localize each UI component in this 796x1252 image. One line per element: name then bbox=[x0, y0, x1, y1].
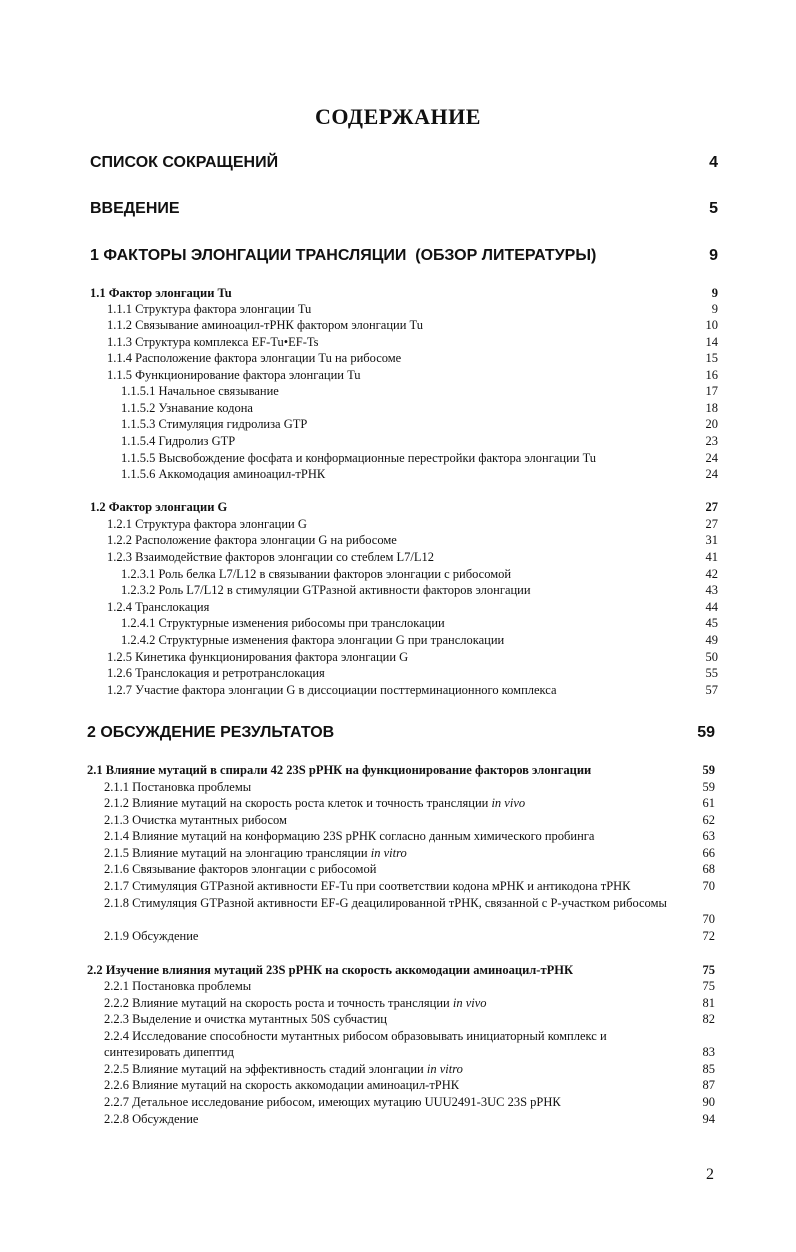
toc-label: 1.1.5.4 Гидролиз GTP bbox=[121, 434, 236, 448]
toc-label: 2.1.6 Связывание факторов элонгации с рибосомой bbox=[104, 862, 377, 876]
toc-entry bbox=[104, 796, 715, 811]
toc-label-italic: in vitro bbox=[370, 846, 407, 860]
toc-label: 2 ОБСУЖДЕНИЕ РЕЗУЛЬТАТОВ bbox=[87, 724, 335, 741]
toc-page-number: 75 bbox=[702, 979, 715, 993]
toc-entry bbox=[121, 567, 718, 582]
toc-chapter-1 bbox=[90, 247, 718, 265]
toc-entry bbox=[104, 929, 715, 944]
toc-label: 1.2.6 Транслокация и ретротранслокация bbox=[107, 666, 325, 680]
toc-entry bbox=[104, 1045, 715, 1060]
toc-page-number: 70 bbox=[702, 879, 715, 893]
toc-page-number: 45 bbox=[705, 616, 718, 630]
toc-entry bbox=[121, 467, 718, 482]
toc-page-number: 9 bbox=[711, 302, 718, 316]
toc-page-number: 72 bbox=[702, 929, 715, 943]
toc-entry bbox=[104, 862, 715, 877]
toc-entry bbox=[107, 335, 718, 350]
toc-page-number: 59 bbox=[697, 724, 715, 741]
toc-label: ВВЕДЕНИЕ bbox=[90, 200, 180, 217]
toc-page-number: 42 bbox=[705, 567, 718, 581]
toc-page-number: 75 bbox=[702, 963, 715, 977]
page-title: СОДЕРЖАНИЕ bbox=[315, 104, 481, 129]
toc-page-number: 61 bbox=[702, 796, 715, 810]
toc-page-number: 14 bbox=[705, 335, 718, 349]
toc-section-2-1 bbox=[87, 763, 715, 778]
toc-label: 1.2 Фактор элонгации G bbox=[90, 500, 228, 514]
toc-entry bbox=[107, 533, 718, 548]
toc-entry bbox=[107, 302, 718, 317]
toc-page-number: 63 bbox=[702, 829, 715, 843]
toc-page-number: 57 bbox=[705, 683, 718, 697]
toc-entry bbox=[121, 384, 718, 399]
toc-label: 1.1.2 Связывание аминоацил-тРНК фактором элонгации Tu bbox=[107, 318, 423, 332]
toc-entry bbox=[104, 1062, 715, 1077]
toc-section-1-1 bbox=[90, 286, 718, 301]
toc-entry bbox=[107, 650, 718, 665]
toc-page-number: 59 bbox=[702, 780, 715, 794]
toc-entry bbox=[107, 550, 718, 565]
toc-label-wrap bbox=[104, 846, 685, 861]
toc-entry bbox=[121, 401, 718, 416]
toc-page-number: 31 bbox=[705, 533, 718, 547]
toc-label: 1.2.1 Структура фактора элонгации G bbox=[107, 517, 307, 531]
toc-label: 1.1.3 Структура комплекса EF-Tu•EF-Ts bbox=[107, 335, 319, 349]
toc-page-number: 66 bbox=[702, 846, 715, 860]
toc-label: 2.1.5 Влияние мутаций на элонгацию трансляции bbox=[104, 846, 368, 860]
toc-entry bbox=[104, 1095, 715, 1110]
toc-label: 2.2 Изучение влияния мутаций 23S рРНК на скорость аккомодации аминоацил-тРНК bbox=[87, 963, 574, 977]
page-number: 2 bbox=[706, 1166, 714, 1183]
toc-label: 1.1.5 Функционирование фактора элонгации Tu bbox=[107, 368, 361, 382]
toc-entry bbox=[104, 879, 715, 894]
toc-label: 2.2.1 Постановка проблемы bbox=[104, 979, 252, 993]
toc-label: 1.1.5.2 Узнавание кодона bbox=[121, 401, 253, 415]
toc-chapter-introduction bbox=[90, 200, 718, 218]
toc-label: 1.2.3.2 Роль L7/L12 в стимуляции GTPазной активности факторов элонгации bbox=[121, 583, 531, 597]
toc-page-number: 41 bbox=[705, 550, 718, 564]
toc-entry bbox=[107, 351, 718, 366]
toc-page-number: 87 bbox=[702, 1078, 715, 1092]
toc-entry bbox=[107, 517, 718, 532]
toc-entry bbox=[104, 1012, 715, 1027]
toc-label: 2.1.7 Стимуляция GTPазной активности EF-Tu при соответствии кодона мРНК и антикодона тРНК bbox=[104, 879, 631, 893]
toc-label: 2.2.6 Влияние мутаций на скорость аккомодации аминоацил-тРНК bbox=[104, 1078, 460, 1092]
toc-entry bbox=[121, 583, 718, 598]
toc-label: 1.1.5.6 Аккомодация аминоацил-тРНК bbox=[121, 467, 326, 481]
toc-chapter-abbreviations bbox=[90, 154, 718, 172]
toc-page-number: 70 bbox=[702, 912, 715, 926]
toc-entry bbox=[121, 434, 718, 449]
toc-page-number: 43 bbox=[705, 583, 718, 597]
toc-label: 1.1 Фактор элонгации Tu bbox=[90, 286, 232, 300]
toc-page-number: 94 bbox=[702, 1112, 715, 1126]
toc-label: 2.1.3 Очистка мутантных рибосом bbox=[104, 813, 287, 827]
toc-label: 1.1.5.3 Стимуляция гидролиза GTP bbox=[121, 417, 308, 431]
toc-label: 2.2.7 Детальное исследование рибосом, имеющих мутацию UUU2491-3UC 23S рРНК bbox=[104, 1095, 561, 1109]
toc-entry bbox=[107, 683, 718, 698]
toc-label-italic: in vivo bbox=[452, 996, 487, 1010]
toc-page-number: 27 bbox=[705, 517, 718, 531]
toc-entry bbox=[104, 996, 715, 1011]
toc-label: 2.1.9 Обсуждение bbox=[104, 929, 199, 943]
toc-page-number: 23 bbox=[705, 434, 718, 448]
toc-label-italic: in vivo bbox=[491, 796, 526, 810]
toc-entry bbox=[121, 451, 718, 466]
toc-entry bbox=[107, 318, 718, 333]
toc-entry bbox=[107, 600, 718, 615]
toc-entry bbox=[121, 616, 718, 631]
toc-label-wrap bbox=[104, 1062, 685, 1077]
toc-page-number: 5 bbox=[709, 200, 718, 217]
toc-label-wrap bbox=[104, 996, 685, 1011]
toc-label-italic: in vitro bbox=[426, 1062, 463, 1076]
toc-entry bbox=[104, 829, 715, 844]
toc-label: 1 ФАКТОРЫ ЭЛОНГАЦИИ ТРАНСЛЯЦИИ (ОБЗОР ЛИТЕРАТУРЫ) bbox=[90, 247, 597, 264]
toc-label: 2.1 Влияние мутаций в спирали 42 23S рРНК на функционирование факторов элонгации bbox=[87, 763, 592, 777]
toc-page-number: 68 bbox=[702, 862, 715, 876]
toc-label: 1.2.5 Кинетика функционирования фактора элонгации G bbox=[107, 650, 409, 664]
toc-page-number: 81 bbox=[702, 996, 715, 1010]
toc-page-number: 15 bbox=[705, 351, 718, 365]
toc-chapter-2 bbox=[87, 724, 715, 742]
toc-entry bbox=[104, 1112, 715, 1127]
toc-page-number: 85 bbox=[702, 1062, 715, 1076]
toc-page-number: 24 bbox=[705, 467, 718, 481]
toc-entry bbox=[104, 1078, 715, 1093]
toc-page-number: 9 bbox=[711, 286, 718, 300]
toc-label: 2.2.3 Выделение и очистка мутантных 50S субчастиц bbox=[104, 1012, 387, 1026]
toc-section-1-2 bbox=[90, 500, 718, 515]
toc-entry bbox=[104, 780, 715, 795]
toc-page-number: 4 bbox=[709, 154, 718, 171]
toc-entry bbox=[107, 368, 718, 383]
toc-label: 2.1.2 Влияние мутаций на скорость роста клеток и точность трансляции bbox=[104, 796, 489, 810]
toc-entry bbox=[104, 846, 715, 861]
toc-label: 1.1.5.5 Высвобождение фосфата и конформационные перестройки фактора элонгации Tu bbox=[121, 451, 597, 465]
toc-page-number: 27 bbox=[705, 500, 718, 514]
toc-page-number: 18 bbox=[705, 401, 718, 415]
toc-entry bbox=[121, 417, 718, 432]
toc-page-number: 62 bbox=[702, 813, 715, 827]
toc-label: 2.2.5 Влияние мутаций на эффективность стадий элонгации bbox=[104, 1062, 424, 1076]
toc-page-number: 20 bbox=[705, 417, 718, 431]
toc-page-number: 16 bbox=[705, 368, 718, 382]
toc-label: 1.2.7 Участие фактора элонгации G в диссоциации посттерминационного комплекса bbox=[107, 683, 557, 697]
toc-label: 1.1.4 Расположение фактора элонгации Tu на рибосоме bbox=[107, 351, 402, 365]
toc-label: 1.2.3 Взаимодействие факторов элонгации со стеблем L7/L12 bbox=[107, 550, 434, 564]
toc-label-wrap bbox=[104, 796, 685, 811]
toc-page-number: 83 bbox=[702, 1045, 715, 1059]
toc-label: 1.1.1 Структура фактора элонгации Tu bbox=[107, 302, 312, 316]
toc-label: 2.1.4 Влияние мутаций на конформацию 23S рРНК согласно данным химического пробинга bbox=[104, 829, 595, 843]
toc-label: 1.2.4.2 Структурные изменения фактора элонгации G при транслокации bbox=[121, 633, 505, 647]
toc-page-number: 44 bbox=[705, 600, 718, 614]
toc-entry-label: 2.1.8 Стимуляция GTPазной активности EF-G деацилированной тРНК, связанной с Р-участком рибосомы bbox=[104, 896, 667, 910]
toc-label: 1.2.2 Расположение фактора элонгации G на рибосоме bbox=[107, 533, 397, 547]
toc-label: 1.2.4.1 Структурные изменения рибосомы при транслокации bbox=[121, 616, 445, 630]
toc-label-continued: синтезировать дипептид bbox=[104, 1045, 234, 1059]
toc-entry bbox=[121, 633, 718, 648]
toc-page-number: 49 bbox=[705, 633, 718, 647]
toc-page-number: 55 bbox=[705, 666, 718, 680]
toc-entry bbox=[104, 813, 715, 828]
toc-label: 1.2.3.1 Роль белка L7/L12 в связывании факторов элонгации с рибосомой bbox=[121, 567, 512, 581]
toc-page-number: 59 bbox=[702, 763, 715, 777]
toc-page-number: 90 bbox=[702, 1095, 715, 1109]
toc-label: 2.2.8 Обсуждение bbox=[104, 1112, 199, 1126]
toc-entry bbox=[104, 979, 715, 994]
toc-page-number: 50 bbox=[705, 650, 718, 664]
toc-label: СПИСОК СОКРАЩЕНИЙ bbox=[90, 154, 279, 171]
toc-entry-label: 2.2.4 Исследование способности мутантных рибосом образовывать инициаторный комплекс и bbox=[104, 1029, 607, 1043]
toc-entry bbox=[107, 666, 718, 681]
toc-label: 1.2.4 Транслокация bbox=[107, 600, 210, 614]
toc-label: 2.1.1 Постановка проблемы bbox=[104, 780, 252, 794]
toc-page-number: 24 bbox=[705, 451, 718, 465]
toc-section-2-2 bbox=[87, 963, 715, 978]
toc-page-number: 82 bbox=[702, 1012, 715, 1026]
toc-label: 1.1.5.1 Начальное связывание bbox=[121, 384, 279, 398]
toc-label: 2.2.2 Влияние мутаций на скорость роста и точность трансляции bbox=[104, 996, 450, 1010]
toc-page-number: 17 bbox=[705, 384, 718, 398]
toc-page-number: 9 bbox=[709, 247, 718, 264]
toc-page-number: 10 bbox=[705, 318, 718, 332]
